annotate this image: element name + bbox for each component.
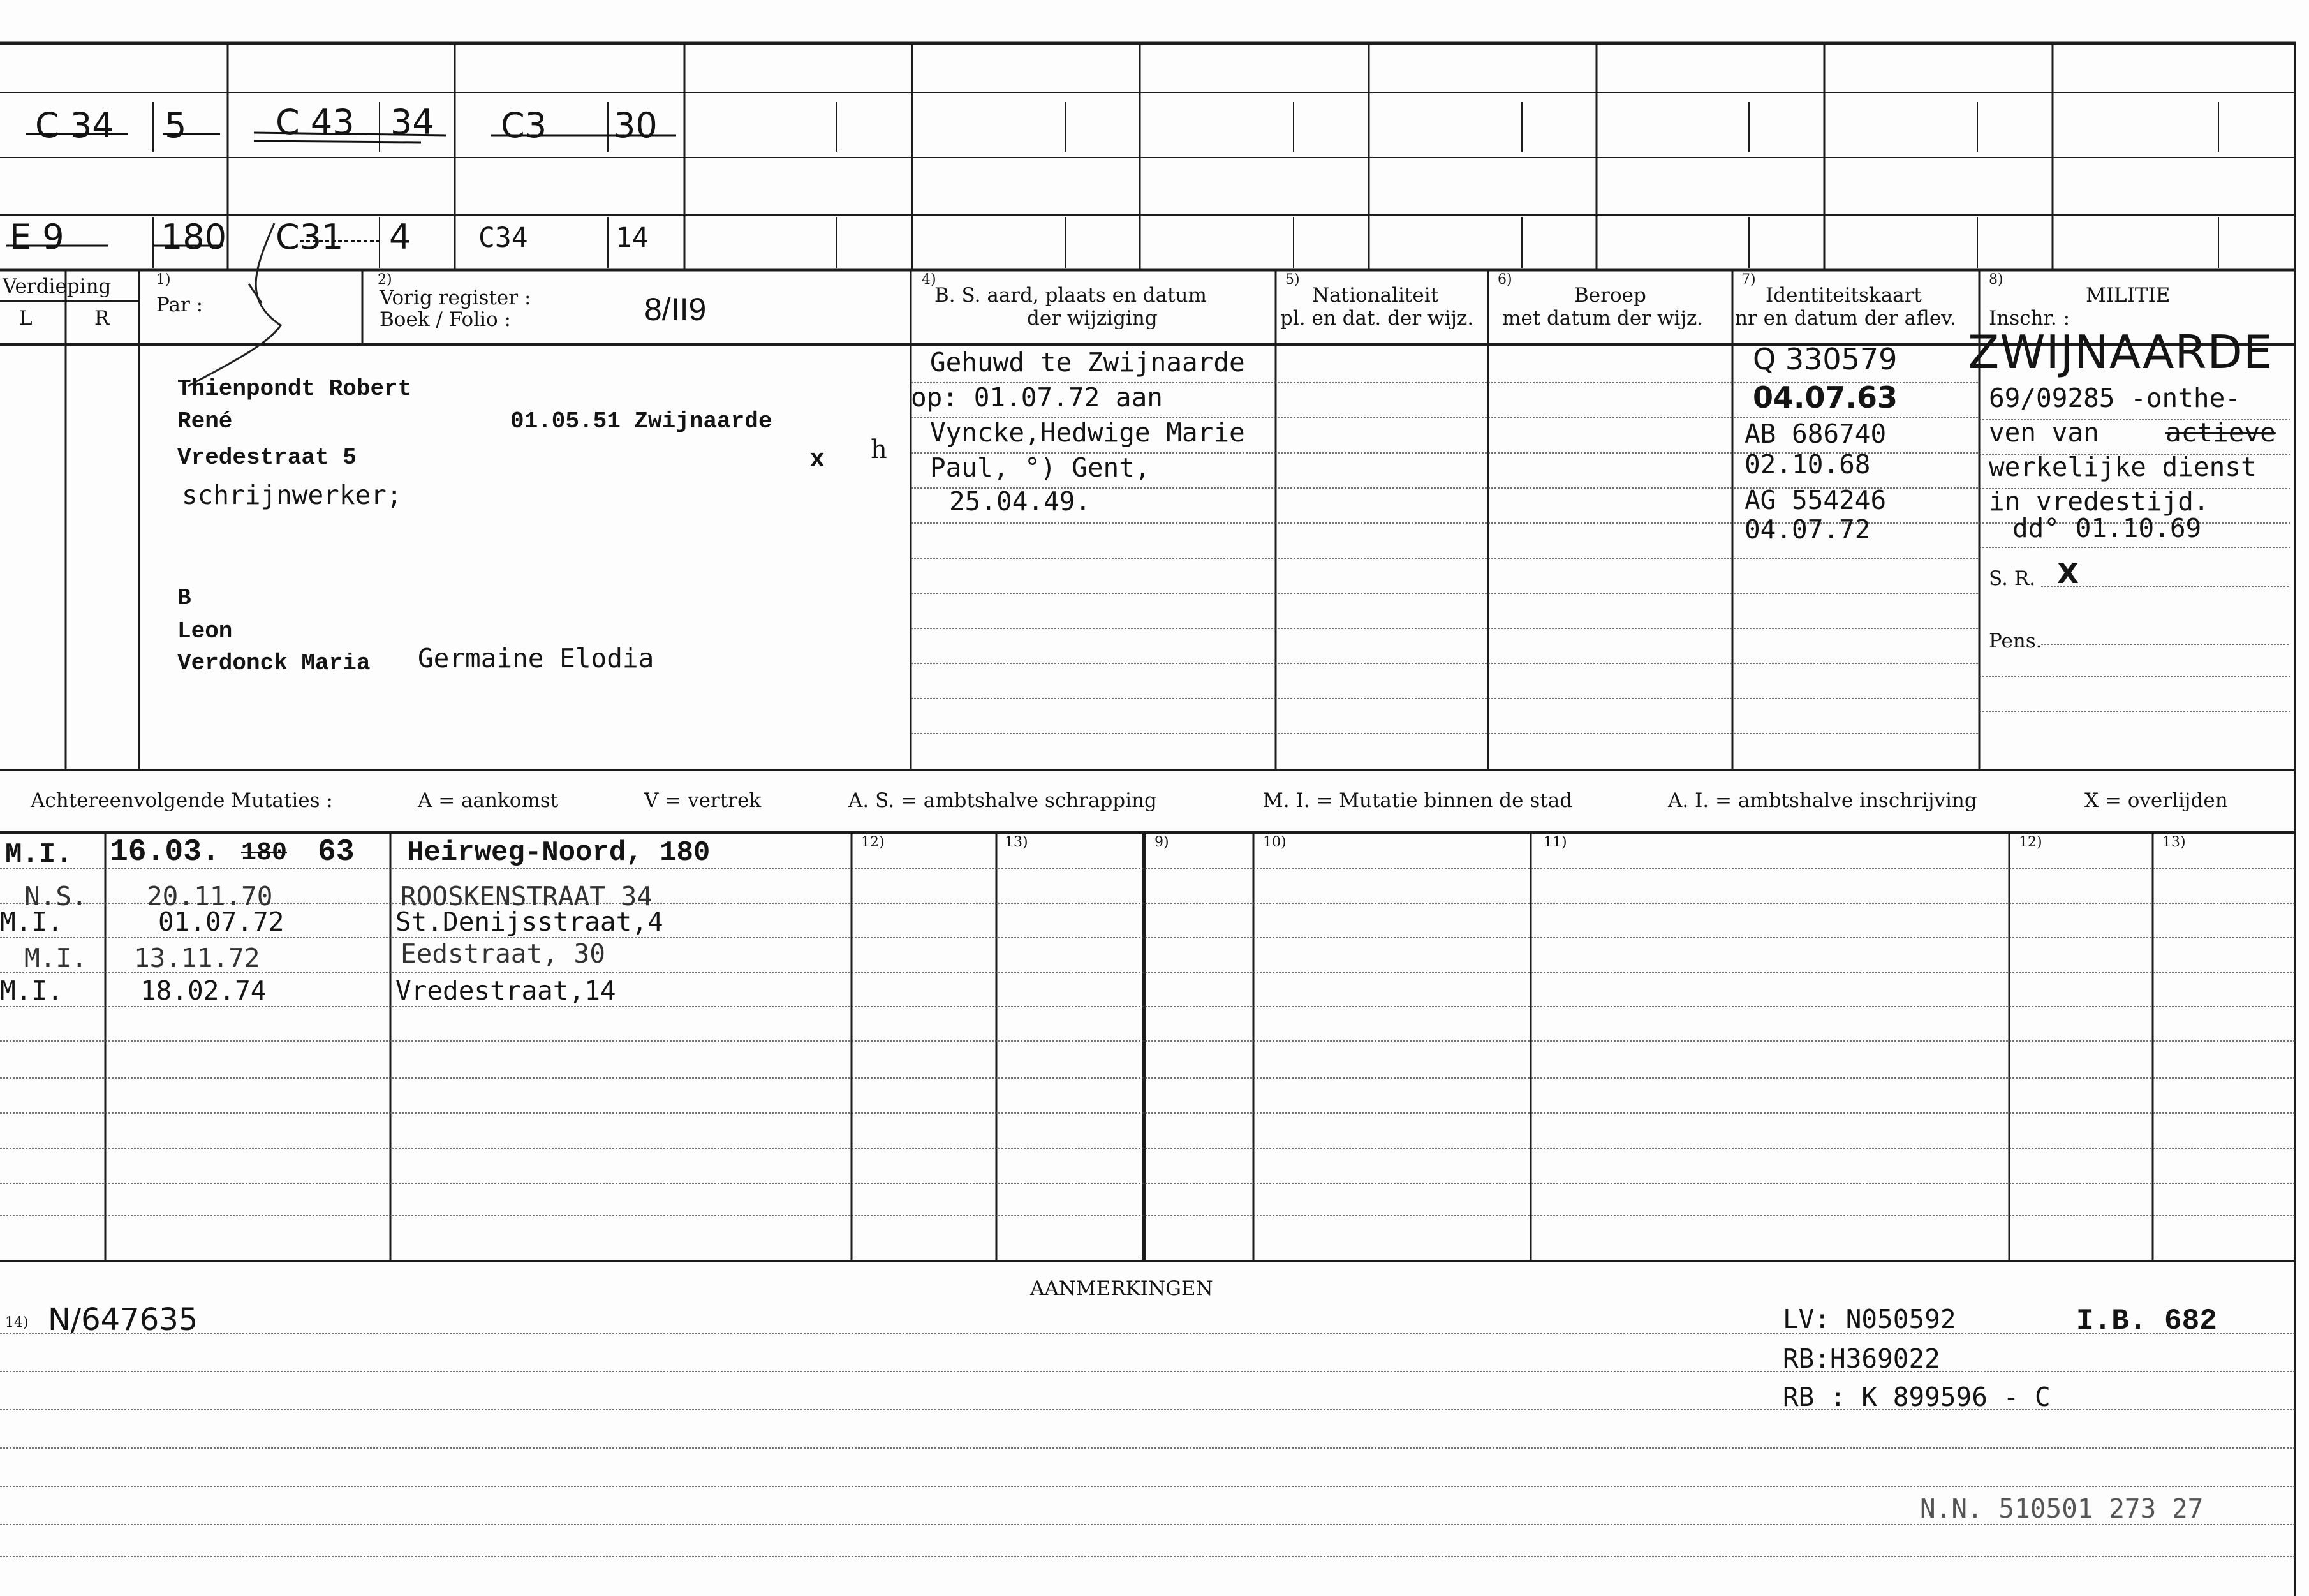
address: Vredestraat 5 <box>177 445 357 471</box>
legend-vertrek: V = vertrek <box>644 789 762 812</box>
remarks-number: N/647635 <box>48 1302 198 1338</box>
nationality-header-line1: Nationaliteit <box>1312 284 1439 307</box>
mutation-1-address: Heirweg-Noord, 180 <box>407 837 711 869</box>
sr-label: S. R. <box>1989 567 2036 590</box>
mutation-5-address: Vredestraat,14 <box>395 975 616 1006</box>
grid-r1-c1a: C 34 <box>35 105 114 145</box>
bs-entry-line5: 25.04.49. <box>949 486 1091 517</box>
remarks-ib: I.B. 682 <box>2076 1304 2217 1338</box>
mutation-4-address: Eedstraat, 30 <box>401 938 605 969</box>
father-initial: B <box>177 585 191 611</box>
militie-line5: dd° 01.10.69 <box>2012 513 2202 543</box>
mutations-legend-title: Achtereenvolgende Mutaties : <box>31 789 333 812</box>
mutation-col-13a: 13) <box>1005 834 1028 850</box>
legend-ambtshalve-inschrijving: A. I. = ambtshalve inschrijving <box>1668 789 1977 812</box>
inschr-label: Inschr. : <box>1989 307 2070 330</box>
idcard-date-3: 04.07.72 <box>1745 514 1871 545</box>
mutation-4-date: 13.11.72 <box>134 943 260 973</box>
bs-entry-line2: op: 01.07.72 aan <box>911 382 1163 413</box>
mutation-4-code: M.I. <box>24 943 87 973</box>
bs-header-line1: B. S. aard, plaats en datum <box>934 284 1207 307</box>
vorig-register-label: Vorig register : <box>380 286 531 309</box>
grid-r1-c3b: 30 <box>614 105 658 145</box>
remarks-col-number: 14) <box>5 1315 29 1331</box>
mother-name: Verdonck Maria <box>177 650 371 676</box>
mutation-3-code: M.I. <box>0 906 63 937</box>
mutation-col-12b: 12) <box>2019 834 2042 850</box>
col-number-7: 7) <box>1741 272 1756 288</box>
mutation-col-12a: 12) <box>861 834 885 850</box>
status-mark-h: h <box>871 435 887 464</box>
pens-label: Pens. <box>1989 630 2042 653</box>
mutation-col-13b: 13) <box>2162 834 2186 850</box>
status-mark-x: x <box>810 444 825 472</box>
birth-date-place: 01.05.51 Zwijnaarde <box>510 408 772 434</box>
boek-folio-value: 8/II9 <box>644 292 707 327</box>
mutation-3-address: St.Denijsstraat,4 <box>395 906 663 937</box>
verdieping-label: Verdieping <box>3 275 112 298</box>
militie-header: MILITIE <box>2086 284 2171 307</box>
mutation-2-date: 20.11.70 <box>147 881 273 912</box>
person-name-line1: Thienpondt Robert <box>177 376 412 402</box>
idcard-date-2: 02.10.68 <box>1745 449 1871 480</box>
municipality-stamp: ZWIJNAARDE <box>1968 325 2273 379</box>
mutation-col-10b: 10) <box>1263 834 1287 850</box>
legend-ambtshalve-schrapping: A. S. = ambtshalve schrapping <box>848 789 1157 812</box>
militie-struck-word: actieve <box>2165 417 2276 448</box>
person-name-line2: René <box>177 408 233 434</box>
grid-r2-c1b: 180 <box>161 217 227 257</box>
idcard-header-line2: nr en datum der aflev. <box>1735 307 1956 330</box>
occupation: schrijnwerker; <box>182 480 402 510</box>
col-number-2: 2) <box>378 272 392 288</box>
col-number-6: 6) <box>1498 272 1512 288</box>
grid-r2-c2b: 4 <box>389 217 411 257</box>
col-number-1: 1) <box>156 272 171 288</box>
legend-overlijden: X = overlijden <box>2084 789 2228 812</box>
floor-r-label: R <box>94 307 110 330</box>
idcard-number-3: AG 554246 <box>1745 485 1887 515</box>
mutation-3-date: 01.07.72 <box>158 906 284 937</box>
mother-name-typed: Germaine Elodia <box>418 643 654 674</box>
col-number-4: 4) <box>922 272 936 288</box>
bs-entry-line4: Paul, °) Gent, <box>930 452 1151 483</box>
grid-r1-c2a: C 43 <box>276 102 355 142</box>
floor-l-label: L <box>19 307 33 330</box>
boek-folio-label: Boek / Folio : <box>380 308 511 331</box>
idcard-number-2: AB 686740 <box>1745 418 1887 449</box>
grid-r1-c2b: 34 <box>390 102 434 142</box>
grid-r1-c1b: 5 <box>165 105 187 145</box>
col-number-5: 5) <box>1285 272 1300 288</box>
father-name: Leon <box>177 618 233 644</box>
grid-r1-c3a: C3 <box>501 105 547 145</box>
par-label: Par : <box>156 293 203 316</box>
remarks-lv: LV: N050592 <box>1783 1304 1956 1334</box>
mutation-5-date: 18.02.74 <box>140 975 267 1006</box>
bs-header-line2: der wijziging <box>1027 307 1158 330</box>
legend-aankomst: A = aankomst <box>418 789 559 812</box>
remarks-rb1: RB:H369022 <box>1783 1343 1940 1374</box>
mutation-col-9b: 9) <box>1154 834 1169 850</box>
grid-r2-c1a: E 9 <box>10 217 64 257</box>
grid-r2-c3b: 14 <box>616 222 649 254</box>
bs-entry-line1: Gehuwd te Zwijnaarde <box>930 347 1245 378</box>
grid-r2-c2a: C31 <box>276 217 344 257</box>
occupation-header-line1: Beroep <box>1574 284 1646 307</box>
militie-line3: werkelijke dienst <box>1989 452 2257 482</box>
idcard-date-1: 04.07.63 <box>1753 380 1898 415</box>
militie-line2: ven van <box>1989 417 2099 448</box>
mutation-1-code: M.I. <box>5 839 73 871</box>
militie-line4: in vredestijd. <box>1989 486 2209 517</box>
mutation-5-code: M.I. <box>0 975 63 1006</box>
sr-value: X <box>2057 558 2079 590</box>
mutation-1-date-end: 63 <box>318 835 355 869</box>
idcard-number-1: Q 330579 <box>1753 342 1898 376</box>
militie-line1: 69/09285 -onthe- <box>1989 383 2241 413</box>
mutation-1-date: 16.03. <box>110 835 220 869</box>
occupation-header-line2: met datum der wijz. <box>1502 307 1704 330</box>
legend-mutatie-stad: M. I. = Mutatie binnen de stad <box>1263 789 1573 812</box>
bs-entry-line3: Vyncke,Hedwige Marie <box>930 417 1245 448</box>
grid-r2-c3a: C34 <box>478 222 528 254</box>
mutation-col-11b: 11) <box>1544 834 1567 850</box>
remarks-rb2: RB : K 899596 - C <box>1783 1382 2051 1412</box>
mutation-2-code: N.S. <box>24 881 87 912</box>
remarks-nn: N.N. 510501 273 27 <box>1920 1493 2204 1524</box>
mutation-1-date-struck: 180 <box>241 839 288 868</box>
col-number-8: 8) <box>1989 272 2003 288</box>
remarks-title: AANMERKINGEN <box>1030 1277 1213 1300</box>
idcard-header-line1: Identiteitskaart <box>1766 284 1922 307</box>
nationality-header-line2: pl. en dat. der wijz. <box>1280 307 1474 330</box>
mutation-2-address: ROOSKENSTRAAT 34 <box>401 881 653 912</box>
